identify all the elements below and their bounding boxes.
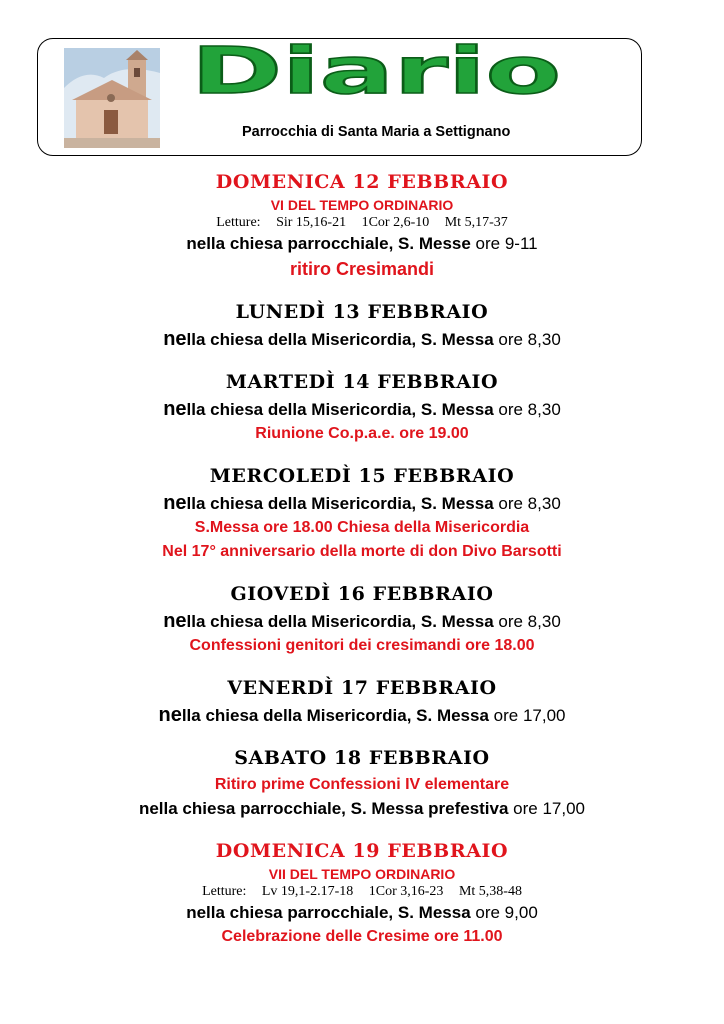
liturgical-sunday: VI DEL TEMPO ORDINARIO	[270, 197, 454, 213]
mass-place: lla chiesa della Misericordia, S. Messa	[186, 494, 494, 513]
mass-line	[0, 609, 724, 634]
day-wednesday-15	[0, 462, 724, 564]
day-friday-17	[0, 674, 724, 728]
reading-3: Mt 5,17-37	[444, 215, 508, 230]
event-note: ritiro Cresimandi	[289, 259, 435, 279]
mass-line	[0, 491, 724, 516]
mass-place: nella chiesa parrocchiale, S. Messe	[186, 234, 471, 253]
mass-time: ore 8,30	[498, 612, 561, 631]
mass-place: nella chiesa parrocchiale, S. Messa prefestiva	[138, 799, 509, 818]
liturgical-sunday: VII DEL TEMPO ORDINARIO	[268, 866, 456, 882]
mass-time: ore 9-11	[475, 234, 538, 253]
day-date: DOMENICA 19 FEBBRAIO	[215, 840, 509, 862]
event-note: S.Messa ore 18.00 Chiesa della Misericordia	[194, 519, 530, 536]
day-monday-13	[0, 298, 724, 352]
day-tuesday-14	[0, 368, 724, 446]
parish-name: Parrocchia di Santa Maria a Settignano	[242, 124, 511, 140]
mass-line	[0, 397, 724, 422]
day-sunday-12	[0, 168, 724, 282]
calendar	[0, 168, 724, 965]
mass-place: lla chiesa della Misericordia, S. Messa	[186, 400, 494, 419]
mass-time: ore 8,30	[498, 330, 561, 349]
mass-lead: ne	[163, 398, 187, 420]
mass-time: ore 8,30	[498, 400, 561, 419]
readings-label: Letture:	[216, 215, 261, 230]
mass-line	[0, 901, 724, 925]
readings	[0, 214, 724, 232]
mass-time: ore 9,00	[475, 903, 538, 922]
event-note: Celebrazione delle Cresime ore 11.00	[221, 928, 503, 945]
mass-place: lla chiesa della Misericordia, S. Messa	[186, 612, 494, 631]
brand-title: Diario	[191, 37, 561, 105]
day-date: MERCOLEDÌ 15 FEBBRAIO	[209, 465, 515, 487]
day-saturday-18	[0, 744, 724, 821]
readings-label: Letture:	[202, 884, 247, 899]
event-note-2: Nel 17° anniversario della morte di don Divo Barsotti	[162, 543, 562, 560]
mass-lead: ne	[163, 328, 187, 350]
readings	[0, 883, 724, 901]
church-illustration	[64, 48, 160, 148]
mass-time: ore 17,00	[513, 799, 586, 818]
day-date: VENERDÌ 17 FEBBRAIO	[227, 677, 497, 699]
mass-line	[0, 327, 724, 352]
reading-3: Mt 5,38-48	[458, 884, 522, 899]
mass-time: ore 8,30	[498, 494, 561, 513]
event-note: Ritiro prime Confessioni IV elementare	[214, 776, 510, 793]
day-date: LUNEDÌ 13 FEBBRAIO	[235, 301, 489, 323]
event-note: Riunione Co.p.a.e. ore 19.00	[255, 425, 469, 442]
mass-place: lla chiesa della Misericordia, S. Messa	[181, 706, 489, 725]
day-date: MARTEDÌ 14 FEBBRAIO	[225, 371, 499, 393]
mass-lead: ne	[163, 492, 187, 514]
day-thursday-16	[0, 580, 724, 658]
event-note: Confessioni genitori dei cresimandi ore 18.00	[189, 637, 535, 654]
mass-place: lla chiesa della Misericordia, S. Messa	[186, 330, 494, 349]
day-date: DOMENICA 12 FEBBRAIO	[215, 171, 509, 193]
mass-line	[0, 797, 724, 821]
reading-2: 1Cor 3,16-23	[368, 884, 444, 899]
mass-lead: ne	[163, 610, 187, 632]
reading-1: Lv 19,1-2.17-18	[261, 884, 354, 899]
mass-time: ore 17,00	[493, 706, 566, 725]
diario-wordmark	[186, 37, 566, 105]
mass-place: nella chiesa parrocchiale, S. Messa	[186, 903, 471, 922]
reading-2: 1Cor 2,6-10	[361, 215, 430, 230]
day-date: GIOVEDÌ 16 FEBBRAIO	[230, 583, 494, 605]
day-sunday-19	[0, 837, 724, 949]
mass-line	[0, 232, 724, 256]
day-date: SABATO 18 FEBBRAIO	[234, 747, 490, 769]
reading-1: Sir 15,16-21	[276, 215, 347, 230]
mass-lead: ne	[158, 704, 182, 726]
header-box	[37, 38, 642, 156]
mass-line	[0, 703, 724, 728]
